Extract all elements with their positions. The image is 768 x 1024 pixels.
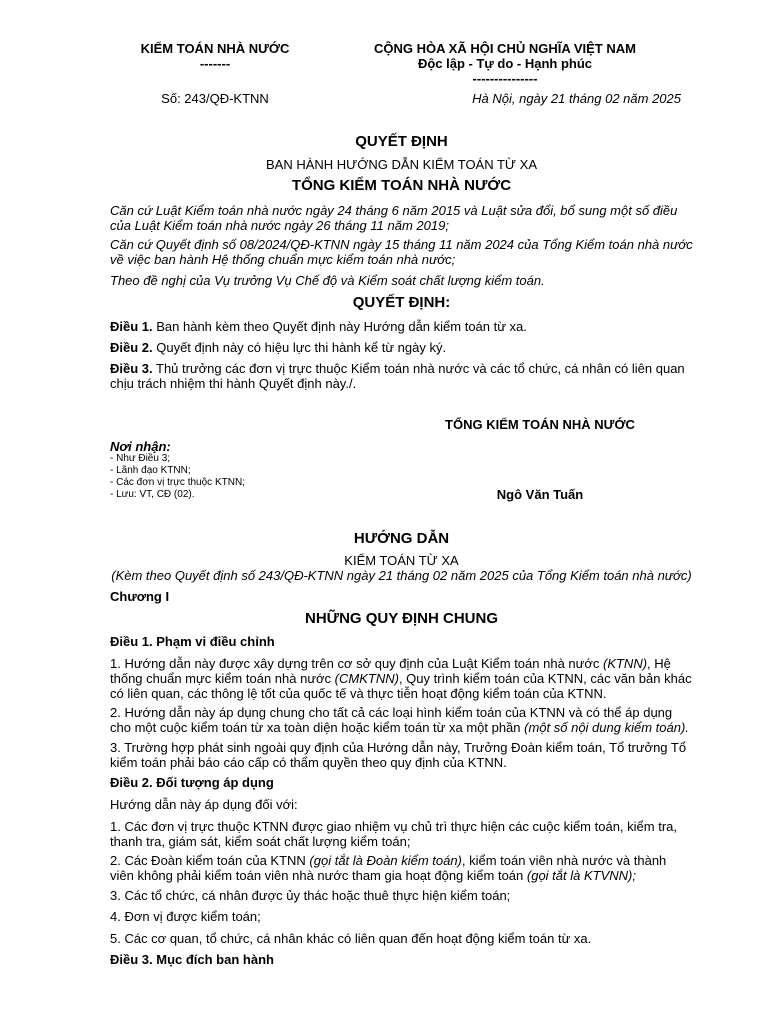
article-2-clause-3: 3. Các tổ chức, cá nhân được ủy thác hoặc thuê thực hiện kiểm toán; (110, 888, 511, 903)
recipient-item: - Lãnh đạo KTNN; (110, 465, 191, 476)
article-1-clause-3: 3. Trường hợp phát sinh ngoài quy định của Hướng dẫn này, Trưởng Đoàn kiểm toán, Tổ trưởng Tổ kiểm toán phải báo cáo cấp có thẩm quyền theo quy định của KTNN. (110, 740, 687, 770)
chapter-title: NHỮNG QUY ĐỊNH CHUNG (304, 610, 498, 627)
decision-article-2: Điều 2. Quyết định này có hiệu lực thi hành kể từ ngày ký. (110, 340, 447, 355)
article-1-clause-1: 1. Hướng dẫn này được xây dựng trên cơ sở quy định của Luật Kiểm toán nhà nước (KTNN), Hệ thống chuẩn mực kiểm toán nhà nước (CMKTNN), Quy trình kiểm toán của KTNN, các văn bản khác có liên quan, các thông lệ tốt của quốc tế và thực tiễn hoạt động kiểm toán của KTNN. (110, 656, 692, 701)
recipients-label: Nơi nhận: (110, 439, 171, 454)
motto-divider: --------------- (472, 71, 538, 86)
article-2-clause-4: 4. Đơn vị được kiểm toán; (110, 909, 261, 924)
org-name: KIỂM TOÁN NHÀ NƯỚC (140, 41, 290, 56)
org-divider: ------- (199, 56, 231, 71)
preamble-2: Căn cứ Quyết định số 08/2024/QĐ-KTNN ngày 15 tháng 11 năm 2024 của Tổng Kiểm toán nhà nước về việc ban hành Hệ thống chuẩn mực kiểm toán nhà nước; (110, 237, 693, 267)
place-date: Hà Nội, ngày 21 tháng 02 năm 2025 (472, 91, 681, 106)
signer-name: Ngô Văn Tuấn (496, 487, 584, 502)
recipient-item: - Các đơn vị trực thuộc KTNN; (110, 477, 245, 488)
decision-heading: QUYẾT ĐỊNH: (352, 294, 451, 311)
document-number: Số: 243/QĐ-KTNN (161, 91, 269, 106)
article-3-title: Điều 3. Mục đích ban hành (110, 952, 274, 967)
decision-subtitle: BAN HÀNH HƯỚNG DẪN KIỂM TOÁN TỪ XA (265, 157, 537, 172)
decision-article-3: Điều 3. Thủ trưởng các đơn vị trực thuộc Kiểm toán nhà nước và các tổ chức, cá nhân có liên quan chịu trách nhiệm thi hành Quyết định này./. (110, 361, 685, 391)
signature-title: TỔNG KIỂM TOÁN NHÀ NƯỚC (445, 417, 635, 432)
recipient-item: - Lưu: VT, CĐ (02). (110, 489, 195, 500)
article-2-clause-2: 2. Các Đoàn kiểm toán của KTNN (gọi tắt là Đoàn kiểm toán), kiểm toán viên nhà nước và thành viên không phải kiểm toán viên nhà nước tham gia hoạt động kiểm toán (gọi tắt là KTVNN); (110, 853, 667, 883)
chapter-label: Chương I (110, 589, 170, 604)
guide-subtitle: KIỂM TOÁN TỪ XA (344, 553, 459, 568)
article-1-title: Điều 1. Phạm vi điều chỉnh (110, 634, 275, 649)
preamble-3: Theo đề nghị của Vụ trưởng Vụ Chế độ và Kiểm soát chất lượng kiểm toán. (110, 273, 545, 288)
preamble-1: Căn cứ Luật Kiểm toán nhà nước ngày 24 tháng 6 năm 2015 và Luật sửa đổi, bổ sung một số điều của Luật Kiểm toán nhà nước ngày 26 tháng 11 năm 2019; (110, 203, 678, 233)
decision-title: QUYẾT ĐỊNH (355, 133, 448, 150)
article-2-intro: Hướng dẫn này áp dụng đối với: (110, 797, 298, 812)
decision-article-1: Điều 1. Ban hành kèm theo Quyết định này Hướng dẫn kiểm toán từ xa. (110, 319, 527, 334)
article-2-clause-1: 1. Các đơn vị trực thuộc KTNN được giao nhiệm vụ chủ trì thực hiện các cuộc kiểm toán, kiểm tra, thanh tra, giám sát, kiểm soát chất lượng kiểm toán; (110, 819, 677, 849)
article-1-clause-2: 2. Hướng dẫn này áp dụng chung cho tất cả các loại hình kiểm toán của KTNN và có thể áp dụng cho một cuộc kiểm toán từ xa toàn diện hoặc kiểm toán từ xa một phần (một số nội dung kiểm toán). (110, 705, 689, 735)
motto: Độc lập - Tự do - Hạnh phúc (417, 56, 593, 71)
issuing-authority: TỔNG KIỂM TOÁN NHÀ NƯỚC (291, 177, 512, 194)
recipient-item: - Như Điều 3; (110, 453, 171, 464)
article-2-title: Điều 2. Đối tượng áp dụng (110, 775, 274, 790)
guide-title: HƯỚNG DẪN (353, 530, 450, 547)
guide-attached-note: (Kèm theo Quyết định số 243/QĐ-KTNN ngày 21 tháng 02 năm 2025 của Tổng Kiểm toán nhà nước) (111, 568, 692, 583)
article-2-clause-5: 5. Các cơ quan, tổ chức, cá nhân khác có liên quan đến hoạt động kiểm toán từ xa. (110, 931, 592, 946)
country-name: CỘNG HÒA XÃ HỘI CHỦ NGHĨA VIỆT NAM (374, 41, 636, 56)
recipients-list (110, 453, 245, 501)
